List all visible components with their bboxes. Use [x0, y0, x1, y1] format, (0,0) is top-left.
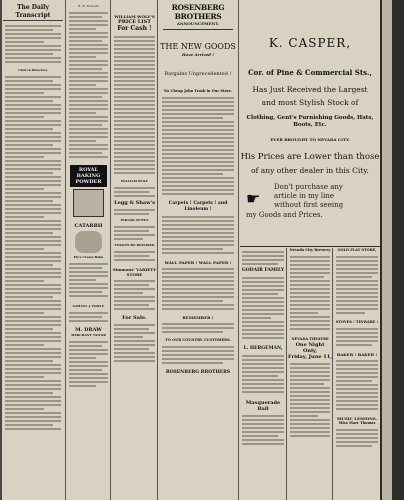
casper-line-5: His Prices are Lower than those: [240, 152, 380, 162]
wolf-ad: WILLIAM WOLF: [120, 179, 149, 183]
lower-col-b: [288, 248, 332, 500]
legg-shaw-ad: Legg & Shaw's: [114, 200, 155, 206]
rosenberg-footer: ROSENBERG BROTHERS: [165, 370, 231, 375]
text-block: [159, 94, 237, 198]
lower-col-c: [334, 248, 380, 500]
miss-marr-thomas: Miss Marr Thomas: [338, 421, 376, 425]
masquerade-ball: Masquerade Ball: [245, 400, 281, 412]
country-customers-heading: TO OUR COUNTRY CUSTOMERS.: [165, 338, 231, 342]
gold-flat-store: GOLD FLAT STORE,: [337, 248, 377, 252]
text-block: [67, 338, 110, 390]
wolf-header: WILLIAM WOLF'S: [114, 14, 155, 19]
column-rule: [286, 248, 287, 500]
baker-heading: BAKER ! BAKER !: [336, 352, 378, 357]
casper-line-4: EVER BROUGHT TO NEVADA CITY.: [270, 137, 350, 142]
text-block: [288, 360, 332, 440]
rosenberg-title: ROSENBERG BROTHERS: [171, 3, 225, 21]
royal-baking-powder-ad: ROYAL BAKING POWDER: [70, 165, 107, 187]
text-block: [67, 9, 110, 161]
column-rule: [332, 248, 333, 500]
church-directory-heading: Church Directory: [18, 68, 48, 72]
divider: [240, 246, 380, 247]
text-block: [288, 253, 332, 333]
price-list-heading: PRICE LIST: [118, 19, 151, 25]
one-night-only: One Night Only,: [295, 342, 325, 354]
text-block: [2, 21, 64, 67]
casper-line-3: Clothing, Gent's Furnishing Goods, Hats, Boots, Etc.: [246, 115, 374, 128]
column-rule: [65, 0, 66, 500]
casper-ad: [240, 0, 380, 245]
bargains-heading: Bargains Unprecedented !: [164, 71, 232, 77]
casper-line-2: and most Stylish Stock of: [261, 98, 359, 107]
carpets-heading: Carpets ! Carpets ! and Linoleum !: [168, 201, 228, 212]
wallpaper-heading: WALL PAPER ! WALL PAPER !: [164, 260, 232, 265]
music-lessons: MUSIC LESSONS.: [336, 416, 378, 421]
column-rule: [157, 0, 158, 500]
pointing-hand-icon: ☛: [246, 189, 261, 208]
nevada-theatre: NEVADA THEATRE: [291, 337, 329, 341]
friday-june-11: Friday, June 11,: [288, 354, 332, 360]
text-block: [112, 184, 157, 200]
dont-line-4: my Goods and Prices.: [246, 211, 323, 219]
column-1: [2, 0, 64, 500]
text-block: [159, 343, 237, 367]
column-4-rosenberg: [159, 0, 237, 500]
stoves-tinware: STOVES ! TINWARE !: [335, 320, 379, 324]
text-block: [334, 426, 380, 450]
lower-col-a: [240, 248, 286, 500]
column-2: [67, 0, 110, 500]
casper-dont-block: [240, 183, 380, 223]
fowle-ad: SAMUEL J. FOWLE: [72, 304, 105, 308]
casper-line-6: of any other dealer in this City.: [251, 166, 369, 175]
masthead-small: The Daily Transcript: [3, 4, 63, 21]
casper-name: K. CASPER,: [268, 36, 352, 50]
nevada-brewery: Nevada City Brewery: [289, 248, 331, 252]
text-block: [159, 320, 237, 336]
cheap-john-heading: No Cheap John Trash in Our Store.: [163, 89, 233, 93]
parlor-suites-ad: PARLOR SUITES: [120, 218, 149, 222]
text-block: [112, 277, 157, 313]
text-block: [240, 274, 286, 342]
dont-line-3: without first seeing: [274, 201, 344, 209]
column-rule: [110, 0, 111, 500]
text-block: [334, 325, 380, 349]
column-rule: [238, 0, 239, 500]
casper-line-1: Has Just Received the Largest: [252, 85, 368, 94]
text-block: [2, 73, 64, 433]
draw-ad: M. DRAW: [75, 327, 102, 333]
casper-address: Cor. of Pine & Commercial Sts.,: [248, 68, 372, 77]
godair-bakery: GODAIR FAMILY: [241, 268, 285, 273]
text-block: [112, 321, 157, 365]
simmons-variety-ad: Simmons' VARIETY STORE: [112, 267, 157, 277]
text-block: [159, 265, 237, 313]
divider: [163, 29, 233, 30]
new-goods-heading: THE NEW GOODS: [160, 42, 236, 51]
text-block: [240, 352, 286, 396]
text-block: [112, 206, 157, 218]
column-3: [112, 0, 157, 500]
adjacent-page-edge: [380, 0, 404, 500]
catarrh-ad: CATARRH: [74, 223, 103, 229]
furniture-repaired-ad: FURNITURE REPAIRED: [114, 243, 155, 247]
text-block: [112, 223, 157, 243]
text-block: [240, 412, 286, 448]
elys-cream-balm-ad: Ely's Cream Balm: [73, 255, 104, 259]
baking-powder-can-image: [73, 189, 104, 217]
text-heading: R. H. Fawcett: [78, 4, 99, 8]
text-block: [334, 253, 380, 317]
for-sale-ad: For Sale.: [122, 315, 147, 321]
text-block: [67, 260, 110, 300]
hergeman-ad: L. HERGEMAN,: [243, 346, 283, 351]
newspaper-page: [2, 0, 380, 500]
arrived-heading: Have Arrived !: [181, 52, 215, 57]
page-strip: [382, 0, 392, 500]
announcement-label: ANNOUNCEMENT.: [176, 21, 220, 26]
portrait-image: [75, 231, 102, 253]
price-list: [112, 33, 157, 177]
text-block: [67, 309, 110, 325]
merchant-tailor: MERCHANT TAILOR: [71, 333, 106, 337]
dont-line-1: Don't purchase any: [274, 183, 343, 191]
text-block: [240, 248, 286, 268]
dont-line-2: article in my line: [274, 192, 335, 200]
text-block: [334, 357, 380, 413]
text-block: [112, 248, 157, 264]
remember-heading: REMEMBER !: [182, 315, 214, 320]
text-block: [159, 213, 237, 257]
for-cash-heading: For Cash !: [117, 25, 152, 32]
